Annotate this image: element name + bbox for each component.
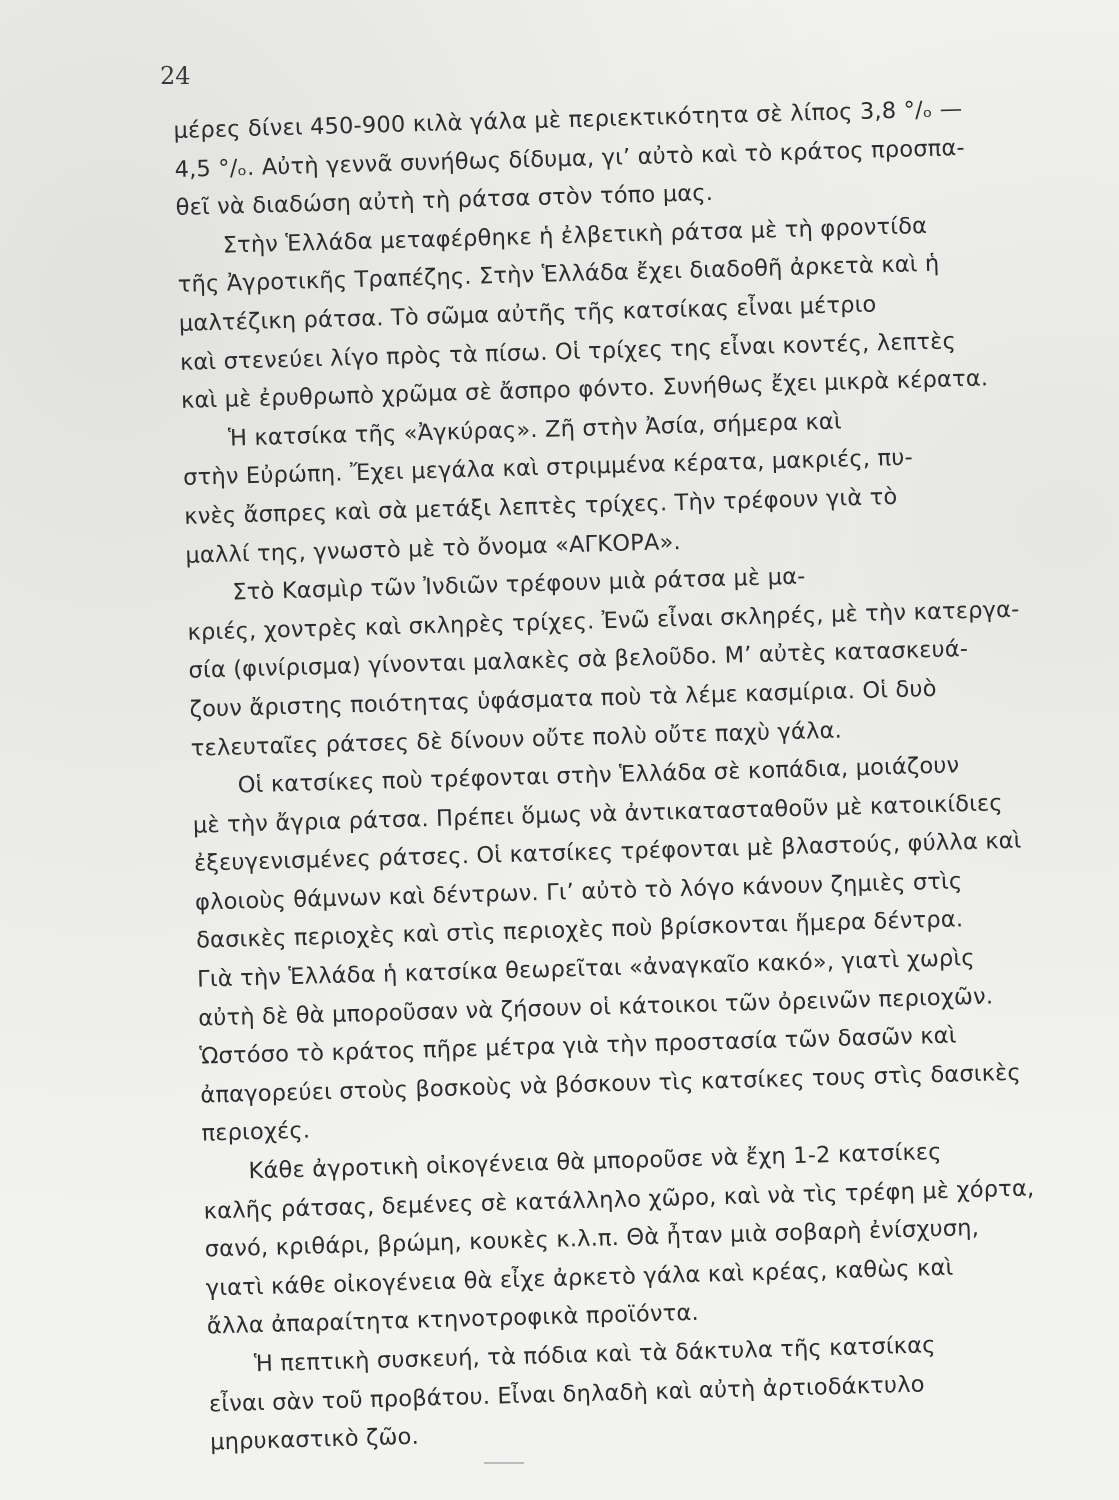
text-line: ζουν ἄριστης ποιότητας ὑφάσματα ποὺ τὰ λέμε κασμίρια. Οἱ δυὸ bbox=[189, 675, 937, 723]
text-line: αὐτὴ δὲ θὰ μποροῦσαν νὰ ζήσουν οἱ κάτοικοι τῶν ὀρεινῶν περιοχῶν. bbox=[197, 983, 994, 1032]
text-line: 4,5 °/ₒ. Αὐτὴ γεννᾶ συνήθως δίδυμα, γι’ αὐτὸ καὶ τὸ κράτος προσπα- bbox=[174, 134, 966, 183]
text-line: φλοιοὺς θάμνων καὶ δέντρων. Γι’ αὐτὸ τὸ λόγο κάνουν ζημιὲς στὶς bbox=[194, 868, 963, 916]
text-line: μέρες δίνει 450-900 κιλὰ γάλα μὲ περιεκτικότητα σὲ λίπος 3,8 °/ₒ — bbox=[173, 95, 963, 144]
page-smudge-mark bbox=[484, 1462, 524, 1464]
text-line: στὴν Εὐρώπη. Ἔχει μεγάλα καὶ στριμμένα κέρατα, μακριές, πυ- bbox=[182, 444, 914, 492]
text-line: Γιὰ τὴν Ἑλλάδα ἡ κατσίκα θεωρεῖται «ἀναγκαῖο κακό», γιατὶ χωρὶς bbox=[196, 945, 976, 993]
text-line: καλῆς ράτσας, δεμένες σὲ κατάλληλο χῶρο, καὶ νὰ τὶς τρέφη μὲ χόρτα, bbox=[203, 1175, 1035, 1225]
text-line: γιατὶ κάθε οἰκογένεια θὰ εἶχε ἀρκετὸ γάλα καὶ κρέας, καθὼς καὶ bbox=[205, 1254, 954, 1302]
text-line: Οἱ κατσίκες ποὺ τρέφονται στὴν Ἑλλάδα σὲ κοπάδια, μοιάζουν bbox=[237, 752, 960, 799]
text-line: θεῖ νὰ διαδώση αὐτὴ τὴ ράτσα στὸν τόπο μας. bbox=[175, 180, 714, 222]
text-line: εἶναι σὰν τοῦ προβάτου. Εἶναι δηλαδὴ καὶ αὐτὴ ἀρτιοδάκτυλο bbox=[208, 1371, 925, 1418]
text-line: περιοχές. bbox=[201, 1118, 311, 1148]
text-line: Κάθε ἀγροτικὴ οἰκογένεια θὰ μποροῦσε νὰ ἔχη 1-2 κατσίκες bbox=[248, 1138, 942, 1185]
text-line: τῆς Ἀγροτικῆς Τραπέζης. Στὴν Ἑλλάδα ἔχει διαδοθῆ ἀρκετὰ καὶ ἡ bbox=[177, 251, 940, 299]
text-line: κριές, χοντρὲς καὶ σκληρὲς τρίχες. Ἐνῶ εἶναι σκληρές, μὲ τὴν κατεργα- bbox=[187, 596, 1020, 646]
text-line: σία (φινίρισμα) γίνονται μαλακὲς σὰ βελοῦδο. Μ’ αὐτὲς κατασκευά- bbox=[188, 636, 969, 685]
text-line: δασικὲς περιοχὲς καὶ στὶς περιοχὲς ποὺ βρίσκονται ἥμερα δέντρα. bbox=[195, 906, 964, 955]
text-line: ἀπαγορεύει στοὺς βοσκοὺς νὰ βόσκουν τὶς κατσίκες τους στὶς δασικὲς bbox=[200, 1059, 1022, 1109]
text-line: Στὸ Κασμὶρ τῶν Ἰνδιῶν τρέφουν μιὰ ράτσα μὲ μα- bbox=[232, 563, 806, 606]
text-line: κνὲς ἄσπρες καὶ σὰ μετάξι λεπτὲς τρίχες. Τὴν τρέφουν γιὰ τὸ bbox=[183, 483, 898, 530]
text-line: μαλλί της, γνωστὸ μὲ τὸ ὄνομα «ΑΓΚΟΡΑ». bbox=[185, 528, 682, 569]
text-line: τελευταῖες ράτσες δὲ δίνουν οὔτε πολὺ οὔτε παχὺ γάλα. bbox=[190, 717, 843, 762]
text-line: ἐξευγενισμένες ράτσες. Οἱ κατσίκες τρέφονται μὲ βλαστούς, φύλλα καὶ bbox=[193, 827, 1022, 877]
page-number: 24 bbox=[160, 62, 191, 90]
text-line: ἄλλα ἀπαραίτητα κτηνοτροφικὰ προϊόντα. bbox=[206, 1300, 700, 1340]
text-line: καὶ στενεύει λίγο πρὸς τὰ πίσω. Οἱ τρίχες της εἶναι κοντές, λεπτὲς bbox=[179, 327, 957, 376]
text-line: μηρυκαστικὸ ζῶο. bbox=[209, 1423, 420, 1456]
text-line: Ἡ πεπτικὴ συσκευή, τὰ πόδια καὶ τὰ δάκτυλα τῆς κατσίκας bbox=[253, 1332, 936, 1378]
text-line: μὲ τὴν ἄγρια ράτσα. Πρέπει ὅμως νὰ ἀντικατασταθοῦν μὲ κατοικίδιες bbox=[192, 789, 1004, 839]
text-line: Ὡστόσο τὸ κράτος πῆρε μέτρα γιὰ τὴν προστασία τῶν δασῶν καὶ bbox=[199, 1022, 957, 1070]
text-line: Ἡ κατσίκα τῆς «Ἀγκύρας». Ζῆ στὴν Ἀσία, σήμερα καὶ bbox=[227, 408, 843, 452]
text-line: καὶ μὲ ἐρυθρωπὸ χρῶμα σὲ ἄσπρο φόντο. Συνήθως ἔχει μικρὰ κέρατα. bbox=[180, 365, 989, 415]
body-text bbox=[173, 88, 1070, 1462]
text-line: σανό, κριθάρι, βρώμη, κουκὲς κ.λ.π. Θὰ ἦταν μιὰ σοβαρὴ ἐνίσχυση, bbox=[204, 1215, 980, 1263]
text-line: μαλτέζικη ράτσα. Τὸ σῶμα αὐτῆς τῆς κατσίκας εἶναι μέτριο bbox=[178, 291, 877, 337]
text-line: Στὴν Ἑλλάδα μεταφέρθηκε ἡ ἐλβετικὴ ράτσα μὲ τὴ φροντίδα bbox=[222, 212, 928, 259]
